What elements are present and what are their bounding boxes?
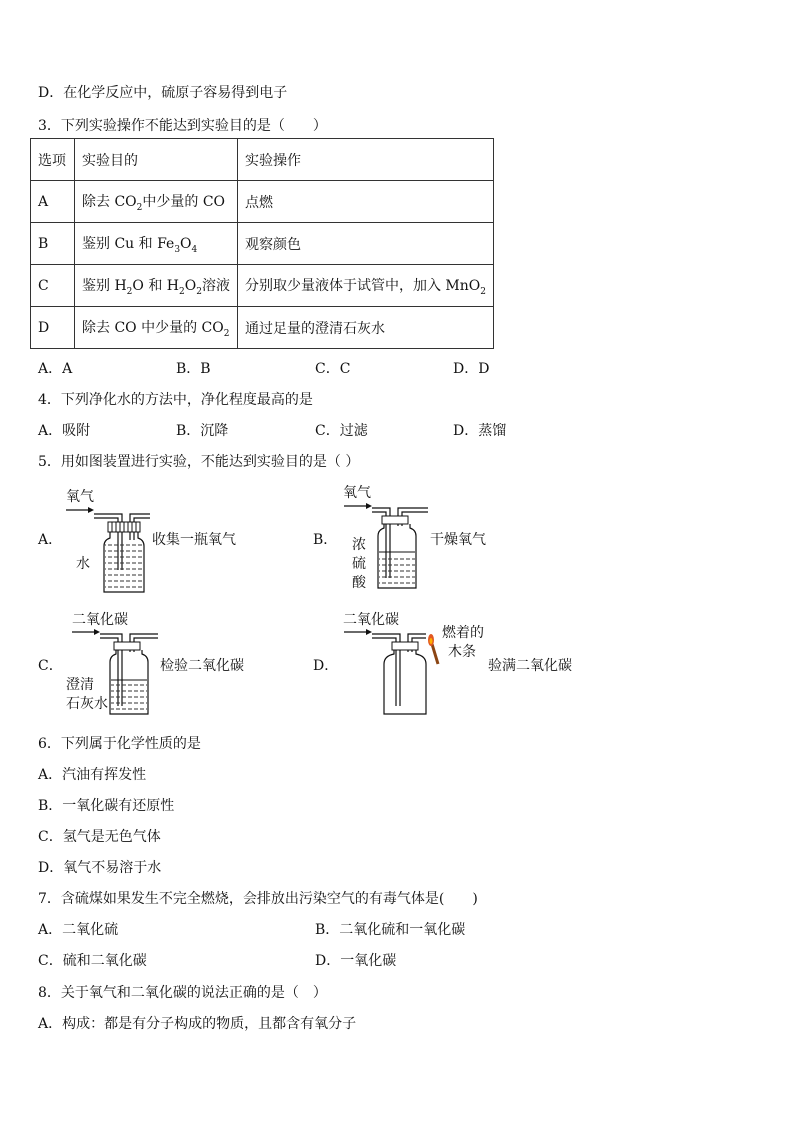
q7-choice-a: A．二氧化硫 xyxy=(38,922,119,938)
q6-choice-a: A．汽油有挥发性 xyxy=(38,767,147,783)
q3-choice-c: C．C xyxy=(315,361,351,377)
q7-choice-c: C．硫和二氧化碳 xyxy=(38,953,147,969)
row-a-purpose: 除去 $CO_2$中少量的 CO xyxy=(75,181,238,223)
row-d-option: D xyxy=(31,307,75,349)
q3-choice-a: A．A xyxy=(38,361,73,377)
row-b-purpose: 鉴别 Cu 和 $Fe_3O_4$ xyxy=(75,223,238,265)
q8-choice-a: A．构成：都是有分子构成的物质，且都含有氧分子 xyxy=(38,1016,357,1032)
q5-b-liquid-3: 酸 xyxy=(352,575,366,591)
q5-a-gas-label: 氧气 xyxy=(66,489,94,505)
q7-stem: 7．含硫煤如果发生不完全燃烧，会排放出污染空气的有毒气体是( ) xyxy=(38,891,478,907)
q3-table xyxy=(30,138,494,349)
q5-c-gas-label: 二氧化碳 xyxy=(72,612,128,628)
header-purpose: 实验目的 xyxy=(75,139,238,181)
q6-choice-d: D．氧气不易溶于水 xyxy=(38,860,162,876)
row-d-operation: 通过足量的澄清石灰水 xyxy=(237,307,493,349)
table-row xyxy=(31,265,494,307)
q5-d-stick-label-1: 燃着的 xyxy=(442,625,484,641)
q5-b-letter: B． xyxy=(313,532,338,548)
q3-choice-b: B．B xyxy=(176,361,211,377)
q5-b-liquid-2: 硫 xyxy=(352,556,366,572)
q5-d-letter: D． xyxy=(313,658,339,674)
q7-choice-b: B．二氧化硫和一氧化碳 xyxy=(315,922,466,938)
table-row xyxy=(31,181,494,223)
q5-b-gas-label: 氧气 xyxy=(343,485,371,501)
q5-c-liquid-2: 石灰水 xyxy=(66,696,108,712)
row-c-operation: 分别取少量液体于试管中，加入 MnO$_2$ xyxy=(237,265,493,307)
q5-c-apparatus xyxy=(68,622,164,718)
q5-a-apparatus xyxy=(60,500,160,596)
q5-stem: 5．用如图装置进行实验，不能达到实验目的是（ ） xyxy=(38,454,360,470)
row-a-operation: 点燃 xyxy=(237,181,493,223)
q5-a-liquid-label: 水 xyxy=(76,556,90,572)
q4-choice-c: C．过滤 xyxy=(315,423,368,439)
q5-b-liquid-1: 浓 xyxy=(352,537,366,553)
q5-c-purpose: 检验二氧化碳 xyxy=(160,658,244,674)
q4-choice-d: D．蒸馏 xyxy=(453,423,507,439)
q4-stem: 4．下列净化水的方法中，净化程度最高的是 xyxy=(38,392,313,408)
row-c-purpose: 鉴别 $H_2O$ 和 $H_2O_2$溶液 xyxy=(75,265,238,307)
q5-c-letter: C． xyxy=(38,658,63,674)
q2-option-d: D．在化学反应中，硫原子容易得到电子 xyxy=(38,85,288,101)
header-option: 选项 xyxy=(31,139,75,181)
table-row xyxy=(31,307,494,349)
q5-b-purpose: 干燥氧气 xyxy=(430,532,486,548)
q8-stem: 8．关于氧气和二氧化碳的说法正确的是（ ） xyxy=(38,985,327,1001)
q6-choice-b: B．一氧化碳有还原性 xyxy=(38,798,175,814)
q4-choice-a: A．吸附 xyxy=(38,423,91,439)
row-a-option: A xyxy=(31,181,75,223)
q5-c-liquid-1: 澄清 xyxy=(66,677,94,693)
q3-choice-d: D．D xyxy=(453,361,490,377)
q5-a-letter: A． xyxy=(38,532,63,548)
q6-stem: 6．下列属于化学性质的是 xyxy=(38,736,201,752)
table-header-row xyxy=(31,139,494,181)
row-d-purpose: 除去 CO 中少量的 $CO_2$ xyxy=(75,307,238,349)
q5-d-purpose: 验满二氧化碳 xyxy=(488,658,572,674)
row-c-option: C xyxy=(31,265,75,307)
q7-choice-d: D．一氧化碳 xyxy=(315,953,397,969)
q5-b-apparatus xyxy=(340,496,432,592)
q5-a-purpose: 收集一瓶氧气 xyxy=(152,532,236,548)
q5-d-gas-label: 二氧化碳 xyxy=(343,612,399,628)
table-row xyxy=(31,223,494,265)
q4-choice-b: B．沉降 xyxy=(176,423,229,439)
q3-stem: 3．下列实验操作不能达到实验目的是（ ） xyxy=(38,118,327,134)
row-b-option: B xyxy=(31,223,75,265)
header-operation: 实验操作 xyxy=(237,139,493,181)
q6-choice-c: C．氢气是无色气体 xyxy=(38,829,161,845)
q5-d-stick-label-2: 木条 xyxy=(448,644,476,660)
row-b-operation: 观察颜色 xyxy=(237,223,493,265)
q5-d-apparatus xyxy=(340,622,444,718)
